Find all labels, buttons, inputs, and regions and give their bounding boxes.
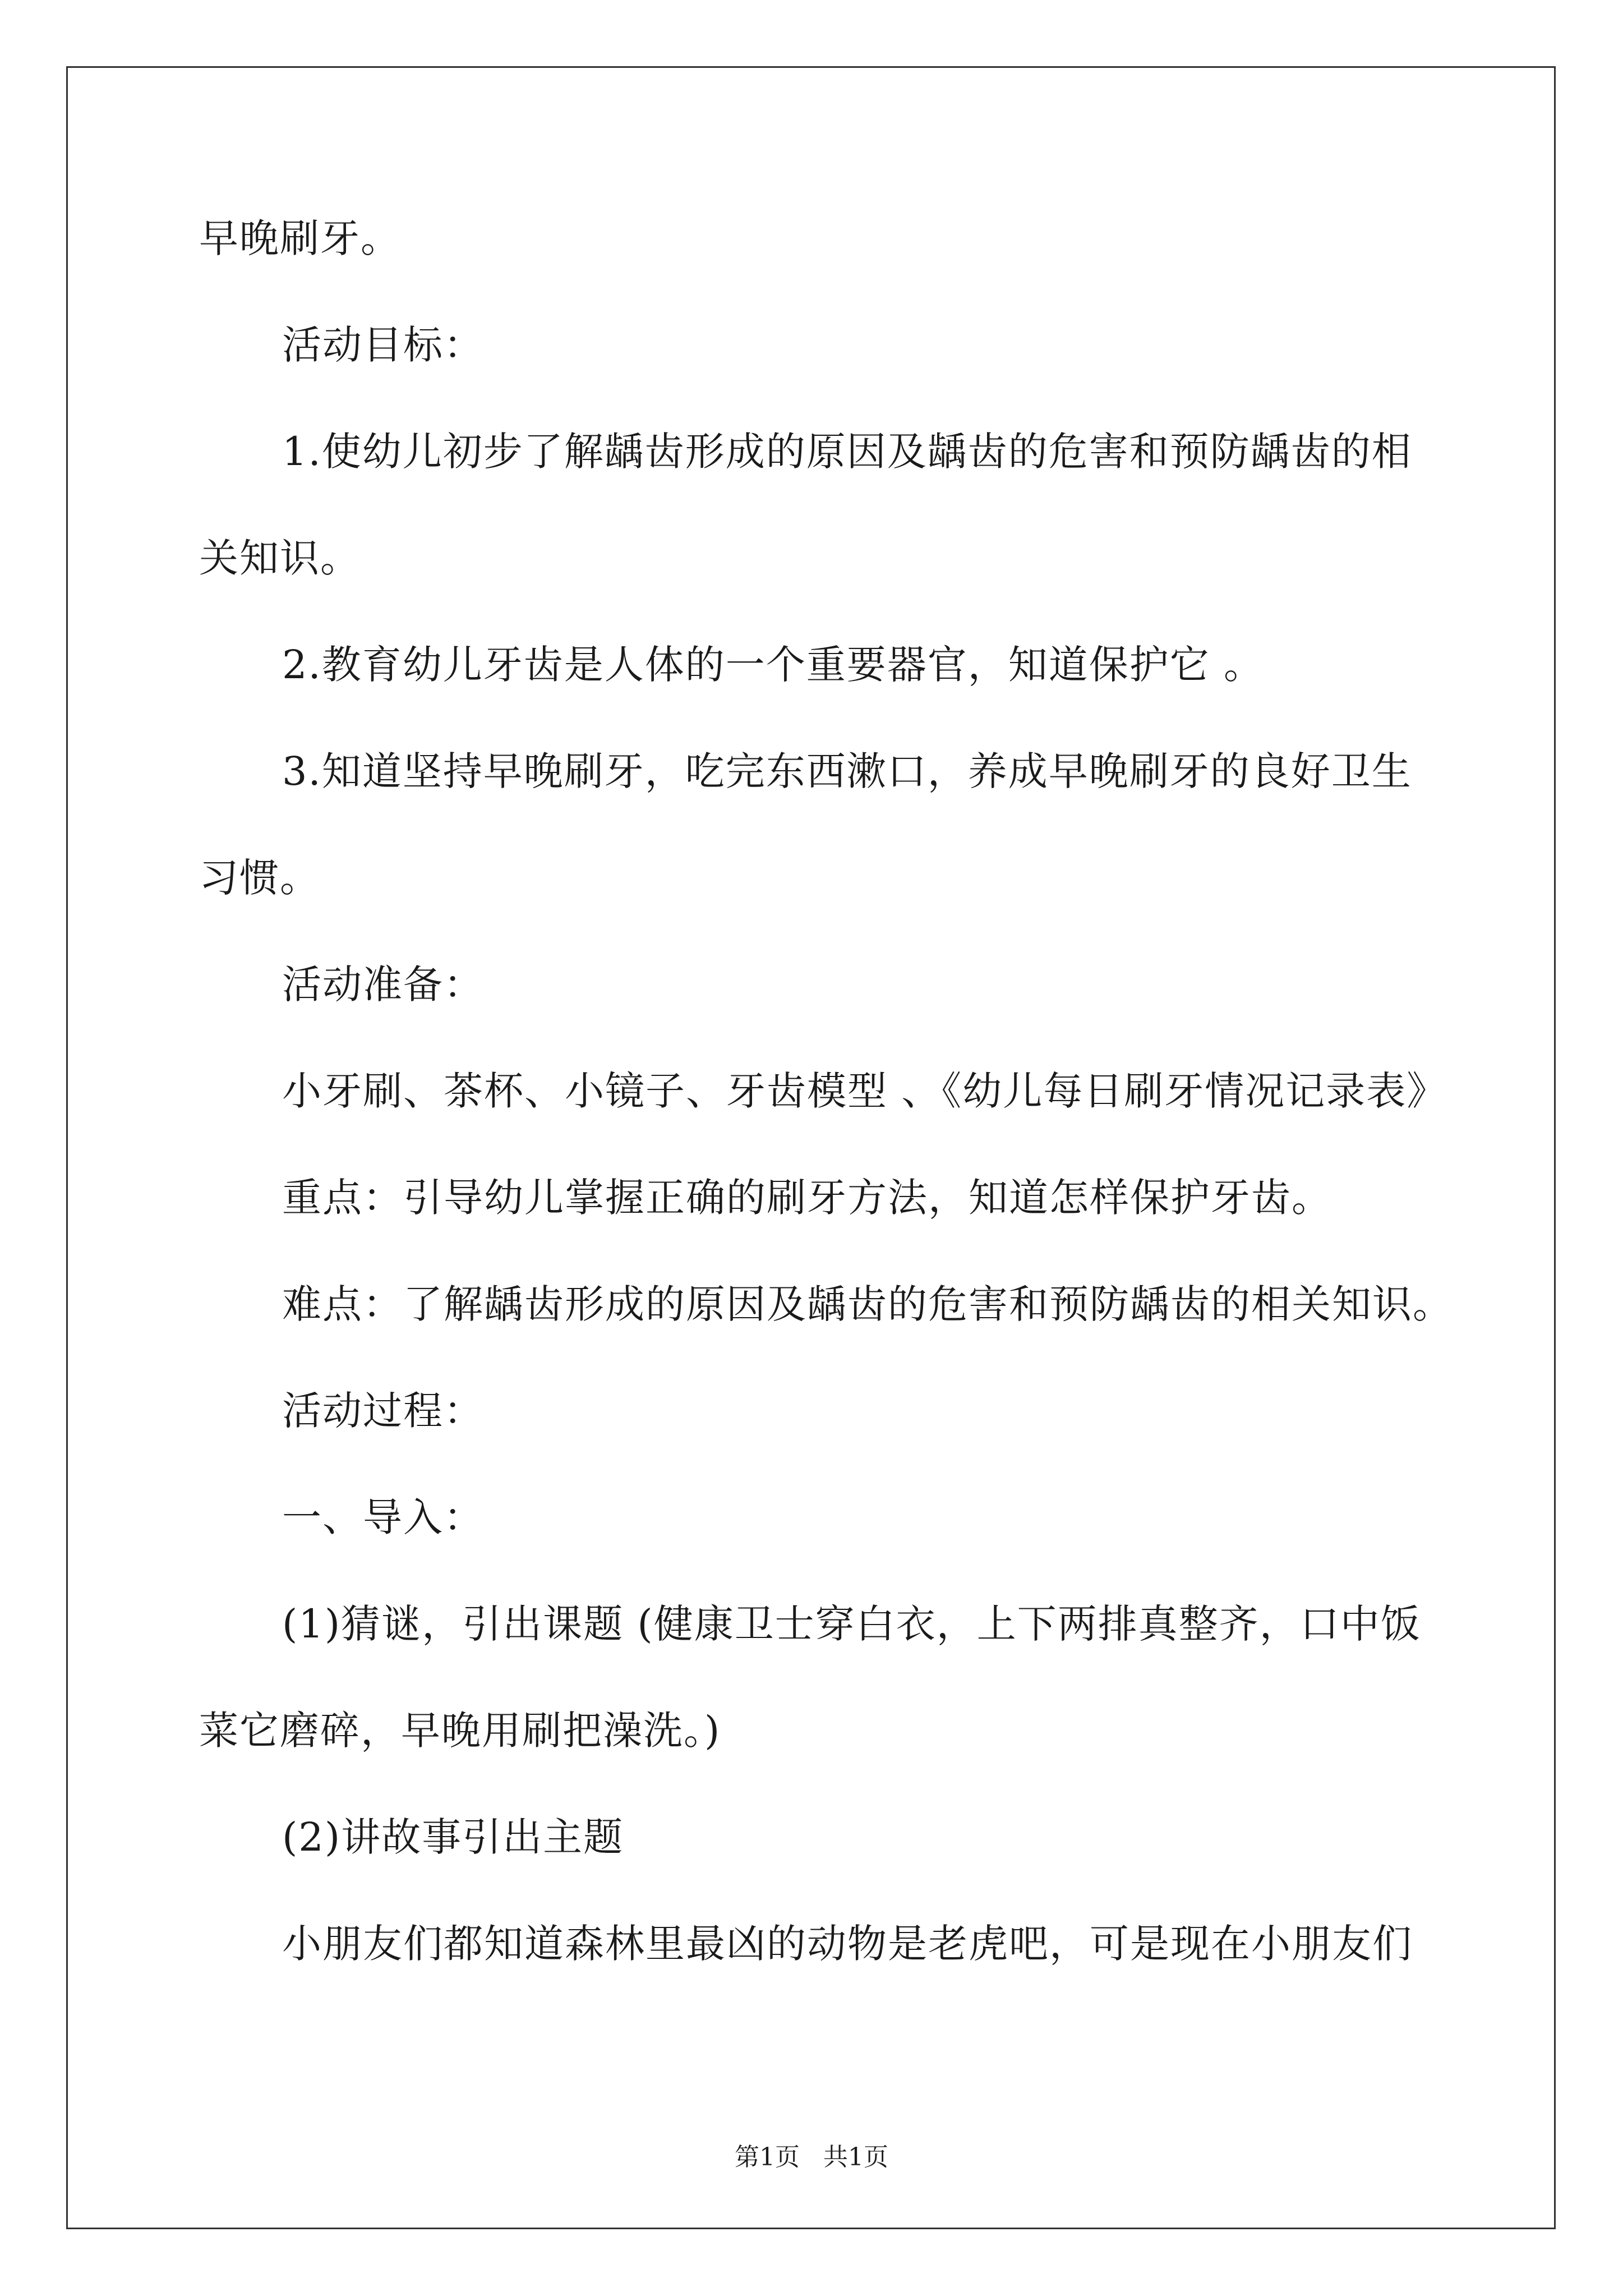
paragraph-line: 1.使幼儿初步了解龋齿形成的原因及龋齿的危害和预防龋齿的相 (282, 429, 1412, 475)
paragraph-line: 关知识。 (199, 535, 361, 581)
paragraph-line: 小牙刷、茶杯、小镜子、牙齿模型 、《幼儿每日刷牙情况记录表》 (282, 1068, 1447, 1114)
paragraph-line: 难点：了解龋齿形成的原因及龋齿的危害和预防龋齿的相关知识。 (282, 1281, 1453, 1327)
paragraph-line: 重点：引导幼儿掌握正确的刷牙方法，知道怎样保护牙齿。 (282, 1175, 1332, 1221)
paragraph-line: 2.教育幼儿牙齿是人体的一个重要器官，知道保护它 。 (282, 642, 1265, 688)
paragraph-line: (1)猜谜，引出课题 (健康卫士穿白衣，上下两排真整齐，口中饭 (282, 1601, 1421, 1647)
page-border (66, 66, 1556, 2229)
paragraph-line: 早晚刷牙。 (199, 215, 401, 261)
page-total: 共1页 (823, 2143, 888, 2171)
paragraph-line: 活动准备： (282, 961, 484, 1007)
paragraph-line: 一、导入： (282, 1494, 484, 1540)
paragraph-line: (2)讲故事引出主题 (282, 1814, 624, 1860)
paragraph-line: 习惯。 (199, 855, 320, 901)
paragraph-line: 3.知道坚持早晚刷牙，吃完东西漱口，养成早晚刷牙的良好卫生 (282, 748, 1412, 794)
page-footer (0, 2142, 1623, 2173)
page-number: 第1页 (735, 2143, 800, 2171)
paragraph-line: 活动过程： (282, 1388, 484, 1434)
paragraph-line: 小朋友们都知道森林里最凶的动物是老虎吧，可是现在小朋友们 (282, 1921, 1413, 1967)
paragraph-line: 活动目标： (282, 322, 484, 368)
paragraph-line: 菜它磨碎，早晚用刷把澡洗。) (199, 1708, 721, 1754)
